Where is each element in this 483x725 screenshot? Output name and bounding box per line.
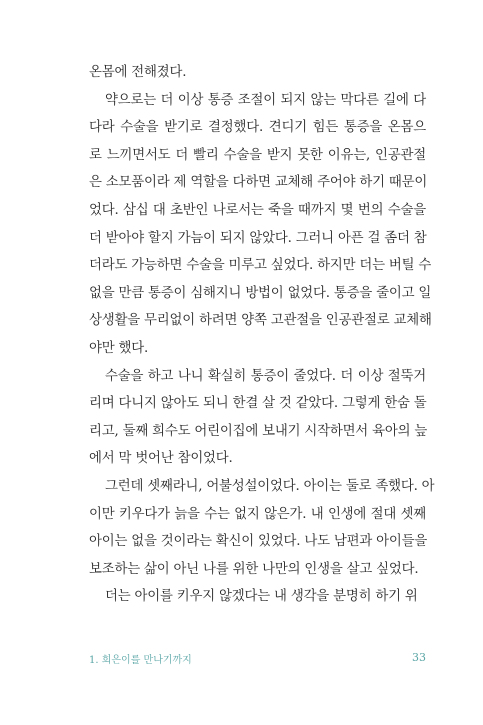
text-line: 아이는 없을 것이라는 확신이 있었다. 나도 남편과 아이들을 xyxy=(89,534,428,550)
text-line: 수술을 하고 나니 확실히 통증이 줄었다. 더 이상 절뚝거 xyxy=(105,368,426,384)
page-footer xyxy=(89,651,426,667)
paragraph xyxy=(89,363,426,473)
paragraph xyxy=(89,87,432,363)
text-line: 리고, 둘째 희수도 어린이집에 보내기 시작하면서 육아의 늪 xyxy=(89,423,428,439)
text-line: 이만 키우다가 늙을 수는 없지 않은가. 내 인생에 절대 셋째 xyxy=(89,506,426,522)
body-text xyxy=(89,59,435,611)
paragraph xyxy=(89,473,435,583)
text-line: 다라 수술을 받기로 결정했다. 견디기 힘든 통증을 온몸으 xyxy=(89,120,426,136)
text-line: 그런데 셋째라니, 어불성설이었다. 아이는 둘로 족했다. 아 xyxy=(105,478,435,494)
running-footer-chapter: 1. 희은이를 만나기까지 xyxy=(89,655,192,666)
text-line: 에서 막 벗어난 참이었다. xyxy=(89,451,233,467)
text-line: 상생활을 무리없이 하려면 양쪽 고관절을 인공관절로 교체해 xyxy=(89,313,432,329)
text-line: 로 느끼면서도 더 빨리 수술을 받지 못한 이유는, 인공관절 xyxy=(89,147,426,163)
text-line: 더라도 가능하면 수술을 미루고 싶었다. 하지만 더는 버틸 수 xyxy=(89,258,432,274)
text-line: 야만 했다. xyxy=(89,340,149,356)
text-line: 더는 아이를 키우지 않겠다는 내 생각을 분명히 하기 위 xyxy=(105,589,418,605)
paragraph xyxy=(89,583,426,611)
page-number: 33 xyxy=(412,651,426,664)
text-line: 리며 다니지 않아도 되니 한결 살 것 같았다. 그렇게 한숨 돌 xyxy=(89,396,427,412)
paragraph xyxy=(89,59,426,87)
text-line: 은 소모품이라 제 역할을 다하면 교체해 주어야 하기 때문이 xyxy=(89,175,428,191)
text-line: 더 받아야 할지 가늠이 되지 않았다. 그러니 아픈 걸 좀더 참 xyxy=(89,230,427,246)
text-line: 없을 만큼 통증이 심해지니 방법이 없었다. 통증을 줄이고 일 xyxy=(89,285,432,301)
text-line: 약으로는 더 이상 통증 조절이 되지 않는 막다른 길에 다 xyxy=(105,92,426,108)
text-line: 온몸에 전해졌다. xyxy=(89,65,187,80)
text-line: 보조하는 삶이 아닌 나를 위한 나만의 인생을 살고 싶었다. xyxy=(89,561,419,577)
text-line: 었다. 삼십 대 초반인 나로서는 죽을 때까지 몇 번의 수술을 xyxy=(89,202,426,218)
